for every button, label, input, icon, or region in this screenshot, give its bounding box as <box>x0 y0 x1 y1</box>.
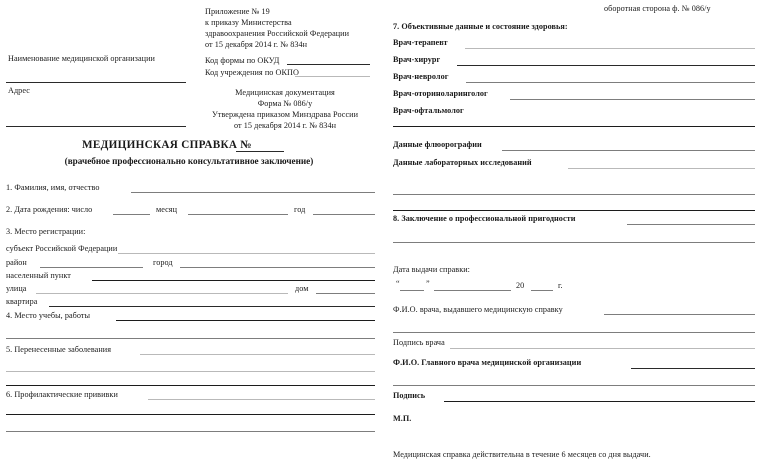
field-label-birth-month: месяц <box>156 205 178 214</box>
field-line-chief-signature[interactable] <box>444 401 755 402</box>
appendix-line-2: к приказу Министерства <box>205 18 292 27</box>
back-side-note: оборотная сторона ф. № 086/у <box>604 4 711 13</box>
field-label-district: район <box>6 258 27 267</box>
field-line-workplace-1[interactable] <box>116 320 375 321</box>
okud-line[interactable] <box>287 64 370 65</box>
doctor-label-ophthalmologist: Врач-офтальмолог <box>393 106 464 115</box>
field-line-district[interactable] <box>40 267 143 268</box>
field-label-illnesses: 5. Перенесенные заболевания <box>6 345 112 354</box>
field-label-doctor-fio: Ф.И.О. врача, выдавшего медицинскую справку <box>393 305 563 314</box>
page-title: МЕДИЦИНСКАЯ СПРАВКА № <box>82 139 252 151</box>
field-line-illnesses-3[interactable] <box>6 385 375 386</box>
appendix-line-1: Приложение № 19 <box>205 7 270 16</box>
field-line-lab-data-1[interactable] <box>568 168 755 169</box>
field-line-workplace-2[interactable] <box>6 338 375 339</box>
field-line-street[interactable] <box>36 293 288 294</box>
field-label-city: город <box>153 258 173 267</box>
field-line-settlement[interactable] <box>92 280 375 281</box>
organization-name-label: Наименование медицинской организации <box>8 54 155 63</box>
field-label-doctor-signature: Подпись врача <box>393 338 445 347</box>
field-label-lab-data: Данные лабораторных исследований <box>393 158 532 167</box>
address-line[interactable] <box>6 126 186 127</box>
field-label-subject: субъект Российской Федерации <box>6 244 118 253</box>
doctor-line-surgeon[interactable] <box>457 65 755 66</box>
date-quote-close: ” <box>426 279 430 288</box>
field-label-objective-data: 7. Объективные данные и состояние здоровья: <box>393 22 568 31</box>
doctor-label-therapist: Врач-терапевт <box>393 38 448 47</box>
field-label-workplace: 4. Место учебы, работы <box>6 311 91 320</box>
date-year-prefix: 20 <box>516 281 525 290</box>
field-label-fullname: 1. Фамилия, имя, отчество <box>6 183 100 192</box>
med-doc-line-3: Утверждена приказом Минздрава России <box>211 110 359 119</box>
field-label-vaccinations: 6. Профилактические прививки <box>6 390 118 399</box>
field-label-house: дом <box>295 284 309 293</box>
okpo-line[interactable] <box>295 76 370 77</box>
field-line-doctor-fio-1[interactable] <box>604 314 755 315</box>
field-line-conclusion-1[interactable] <box>627 224 755 225</box>
certificate-number-line[interactable] <box>236 151 284 152</box>
doctor-line-therapist[interactable] <box>465 48 755 49</box>
field-line-city[interactable] <box>180 267 375 268</box>
date-quote-open: “ <box>396 279 400 288</box>
field-line-doctor-signature[interactable] <box>450 348 755 349</box>
doctor-label-otolaryngologist: Врач-оториноларинголог <box>393 89 488 98</box>
field-line-fluorography[interactable] <box>502 150 755 151</box>
doctor-line-otolaryngologist[interactable] <box>510 99 755 100</box>
field-line-conclusion-2[interactable] <box>393 242 755 243</box>
okud-label: Код формы по ОКУД <box>205 56 280 65</box>
field-line-lab-data-3[interactable] <box>393 210 755 211</box>
field-line-birth-day[interactable] <box>113 214 150 215</box>
field-line-doctor-fio-2[interactable] <box>393 332 755 333</box>
field-line-chief-fio-1[interactable] <box>631 368 755 369</box>
field-label-birth-year: год <box>294 205 306 214</box>
med-doc-line-4: от 15 декабря 2014 г. № 834н <box>233 121 337 130</box>
field-line-chief-fio-2[interactable] <box>393 385 755 386</box>
validity-note: Медицинская справка действительна в течение 6 месяцев со дня выдачи. <box>393 450 651 459</box>
field-label-settlement: населенный пункт <box>6 271 71 280</box>
field-label-issue-date: Дата выдачи справки: <box>393 265 470 274</box>
field-label-chief-fio: Ф.И.О. Главного врача медицинской организации <box>393 358 582 367</box>
field-line-lab-data-2[interactable] <box>393 194 755 195</box>
date-year-line[interactable] <box>531 290 553 291</box>
field-line-illnesses-2[interactable] <box>6 371 375 372</box>
field-label-birthdate: 2. Дата рождения: число <box>6 205 93 214</box>
stamp-label: М.П. <box>393 414 412 423</box>
field-line-vaccinations-2[interactable] <box>6 414 375 415</box>
field-label-registration: 3. Место регистрации: <box>6 227 86 236</box>
med-doc-line-2: Форма № 086/у <box>257 99 313 108</box>
field-label-street: улица <box>6 284 27 293</box>
field-line-birth-month[interactable] <box>188 214 288 215</box>
page-subtitle: (врачебное профессионально консультативное заключение) <box>64 156 314 166</box>
field-label-chief-signature: Подпись <box>393 391 426 400</box>
address-label: Адрес <box>8 86 30 95</box>
field-line-subject[interactable] <box>118 253 375 254</box>
field-label-apartment: квартира <box>6 297 38 306</box>
doctor-label-surgeon: Врач-хирург <box>393 55 441 64</box>
organization-name-line[interactable] <box>6 82 186 83</box>
appendix-line-3: здравоохранения Российской Федерации <box>205 29 350 38</box>
appendix-line-4: от 15 декабря 2014 г. № 834н <box>205 40 308 49</box>
field-label-conclusion: 8. Заключение о профессиональной пригодности <box>393 214 576 223</box>
doctor-line-neurologist[interactable] <box>466 82 755 83</box>
date-day-line[interactable] <box>400 290 424 291</box>
field-line-vaccinations-3[interactable] <box>6 431 375 432</box>
field-line-illnesses-1[interactable] <box>140 354 375 355</box>
field-line-house[interactable] <box>316 293 375 294</box>
okpo-label: Код учреждения по ОКПО <box>205 68 299 77</box>
field-line-birth-year[interactable] <box>313 214 375 215</box>
field-line-apartment[interactable] <box>49 306 375 307</box>
field-line-fullname[interactable] <box>131 192 375 193</box>
date-year-suffix: г. <box>558 281 563 290</box>
doctor-line-ophthalmologist[interactable] <box>393 126 755 127</box>
field-label-fluorography: Данные флюорографии <box>393 140 482 149</box>
med-doc-line-1: Медицинская документация <box>235 88 335 97</box>
field-line-vaccinations-1[interactable] <box>148 399 375 400</box>
doctor-label-neurologist: Врач-невролог <box>393 72 449 81</box>
date-month-line[interactable] <box>434 290 511 291</box>
